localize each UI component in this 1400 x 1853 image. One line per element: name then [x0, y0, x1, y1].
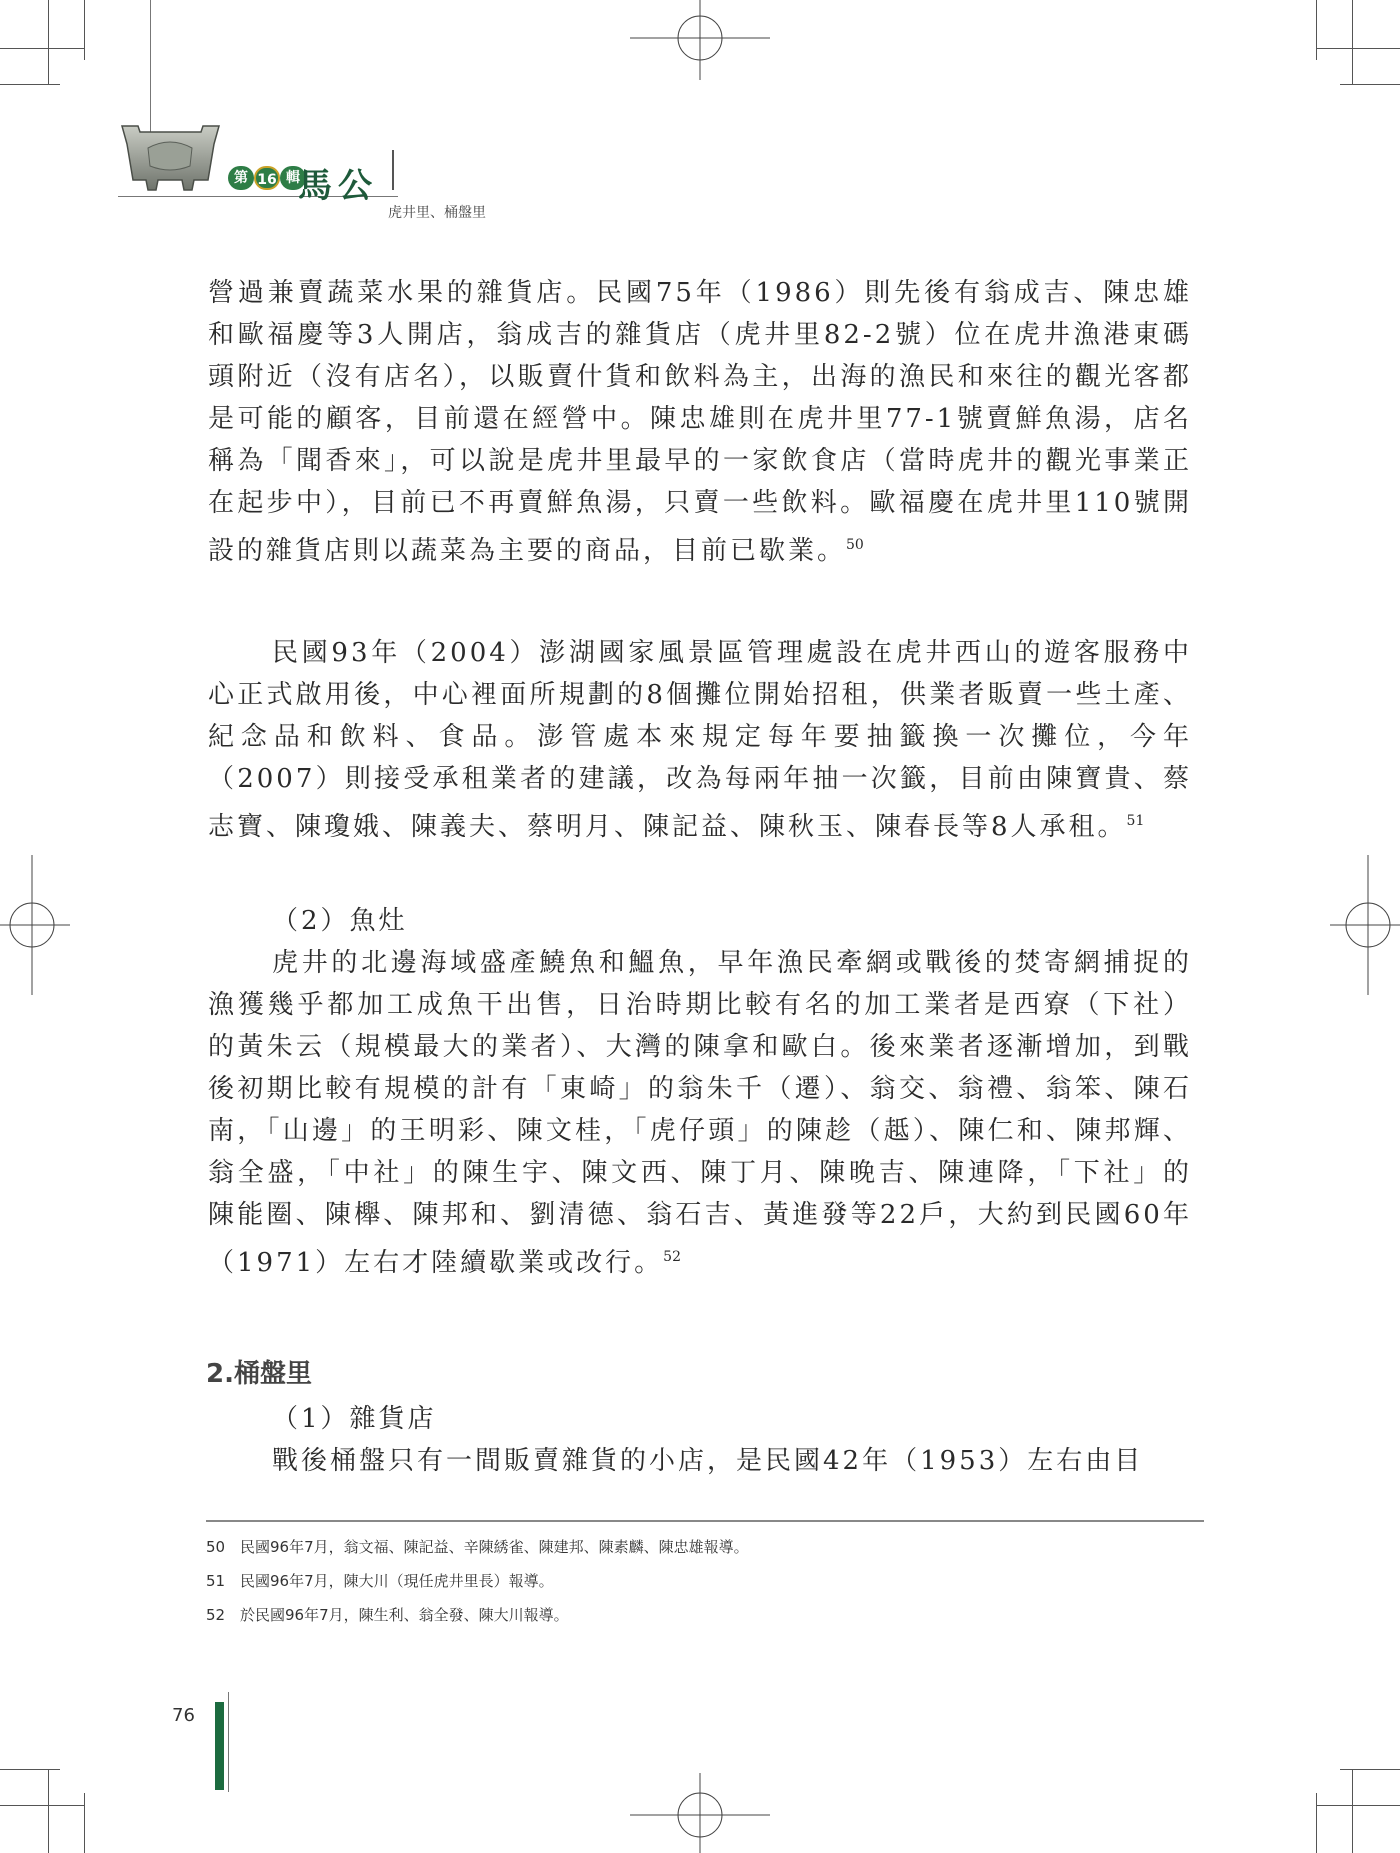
paragraph-text: 虎井的北邊海域盛產鱙魚和鰮魚，早年漁民牽網或戰後的焚寄網捕捉的漁獲幾乎都加工成魚干出售，日治時期比較有名的加工業者是西寮（下社）的黃朱云（規模最大的業者）、大灣的陳拿和歐白。後來業者逐漸增加，到戰後初期比較有規模的計有「東崎」的翁朱千（遷）、翁交、翁禮、翁笨、陳石南，「山邊」的王明彩、陳文桂，「虎仔頭」的陳趁（趆）、陳仁和、陳邦輝、翁全盛，「中社」的陳生宇、陳文西、陳丁月、陳晚吉、陳連降，「下社」的陳能圈、陳櫸、陳邦和、劉清德、翁石吉、黃進發等22戶，大約到民國60年（1971）左右才陸續歇業或改行。	[208, 948, 1192, 1278]
crop-mark	[1340, 84, 1400, 85]
crop-mark	[1316, 48, 1400, 49]
crop-mark	[1316, 0, 1317, 60]
crop-mark	[1316, 1793, 1317, 1853]
issue-number-badge: 16	[254, 166, 280, 190]
issue-suffix-badge: 輯	[280, 166, 306, 190]
footnote	[206, 1530, 1196, 1564]
crop-mark	[0, 1805, 84, 1806]
footnote-number: 52	[206, 1606, 226, 1624]
crop-mark	[1340, 1769, 1400, 1770]
footnote-divider	[206, 1520, 1204, 1522]
crop-mark	[0, 48, 84, 49]
page-number: 76	[172, 1705, 195, 1726]
footnote-text: 民國96年7月，陳大川（現任虎井里長）報導。	[240, 1572, 554, 1590]
issue-badge: 第	[228, 166, 254, 190]
registration-target-top	[630, 0, 770, 80]
footnote-text: 民國96年7月，翁文福、陳記益、辛陳綉雀、陳建邦、陳素麟、陳忠雄報導。	[240, 1538, 749, 1556]
footnote	[206, 1598, 1196, 1632]
header-divider	[392, 150, 394, 190]
page-accent-line	[228, 1692, 229, 1792]
footnotes	[206, 1530, 1196, 1632]
footnote-text: 於民國96年7月，陳生利、翁全發、陳大川報導。	[240, 1606, 569, 1624]
sub-heading: （1）雜貨店	[272, 1404, 437, 1434]
crop-mark	[0, 84, 60, 85]
crop-mark	[1316, 1805, 1400, 1806]
registration-target-left	[0, 855, 70, 995]
crop-mark	[48, 1770, 49, 1853]
footnote-ref[interactable]: 50	[846, 537, 864, 553]
book-title: 馬公	[298, 166, 378, 206]
crop-mark	[1352, 1770, 1353, 1853]
footnote-ref[interactable]: 52	[663, 1249, 681, 1265]
footnote	[206, 1564, 1196, 1598]
sub-heading: （2）魚灶	[272, 906, 408, 936]
footnote-number: 51	[206, 1572, 226, 1590]
paragraph-3-heading	[208, 900, 1192, 942]
registration-target-right	[1330, 855, 1400, 995]
footnote-number: 50	[206, 1538, 226, 1556]
paragraph-1	[208, 272, 1192, 572]
crop-mark	[84, 0, 85, 60]
paragraph-2	[208, 632, 1192, 848]
page-accent-bar	[215, 1702, 224, 1790]
paragraph-3	[208, 942, 1192, 1284]
chapter-subtitle: 虎井里、桶盤里	[388, 205, 486, 221]
paragraph-text: 營過兼賣蔬菜水果的雜貨店。民國75年（1986）則先後有翁成吉、陳忠雄和歐福慶等3人開店，翁成吉的雜貨店（虎井里82-2號）位在虎井漁港東碼頭附近（沒有店名），以販賣什貨和飲料為主，出海的漁民和來往的觀光客都是可能的顧客，目前還在經營中。陳忠雄則在虎井里77-1號賣鮮魚湯，店名稱為「聞香來」，可以說是虎井里最早的一家飲食店（當時虎井的觀光事業正在起步中），目前已不再賣鮮魚湯，只賣一些飲料。歐福慶在虎井里110號開設的雜貨店則以蔬菜為主要的商品，目前已歇業。	[208, 278, 1192, 566]
section2-paragraph	[208, 1440, 1192, 1482]
section2-sub	[208, 1398, 1192, 1440]
stone-vessel-icon	[118, 118, 223, 196]
crop-mark	[0, 1769, 60, 1770]
paragraph-text: 民國93年（2004）澎湖國家風景區管理處設在虎井西山的遊客服務中心正式啟用後，中心裡面所規劃的8個攤位開始招租，供業者販賣一些土產、紀念品和飲料、食品。澎管處本來規定每年要抽籤換一次攤位，今年（2007）則接受承租業者的建議，改為每兩年抽一次籤，目前由陳寶貴、蔡志寶、陳瓊娥、陳義夫、蔡明月、陳記益、陳秋玉、陳春長等8人承租。	[208, 638, 1192, 842]
crop-mark	[84, 1793, 85, 1853]
footnote-ref[interactable]: 51	[1126, 813, 1145, 829]
crop-mark	[1352, 0, 1353, 84]
registration-target-bottom	[630, 1773, 770, 1853]
paragraph-text: 戰後桶盤只有一間販賣雜貨的小店，是民國42年（1953）左右由目	[272, 1446, 1144, 1476]
crop-mark	[48, 0, 49, 84]
section-heading: 2.桶盤里	[206, 1359, 312, 1389]
